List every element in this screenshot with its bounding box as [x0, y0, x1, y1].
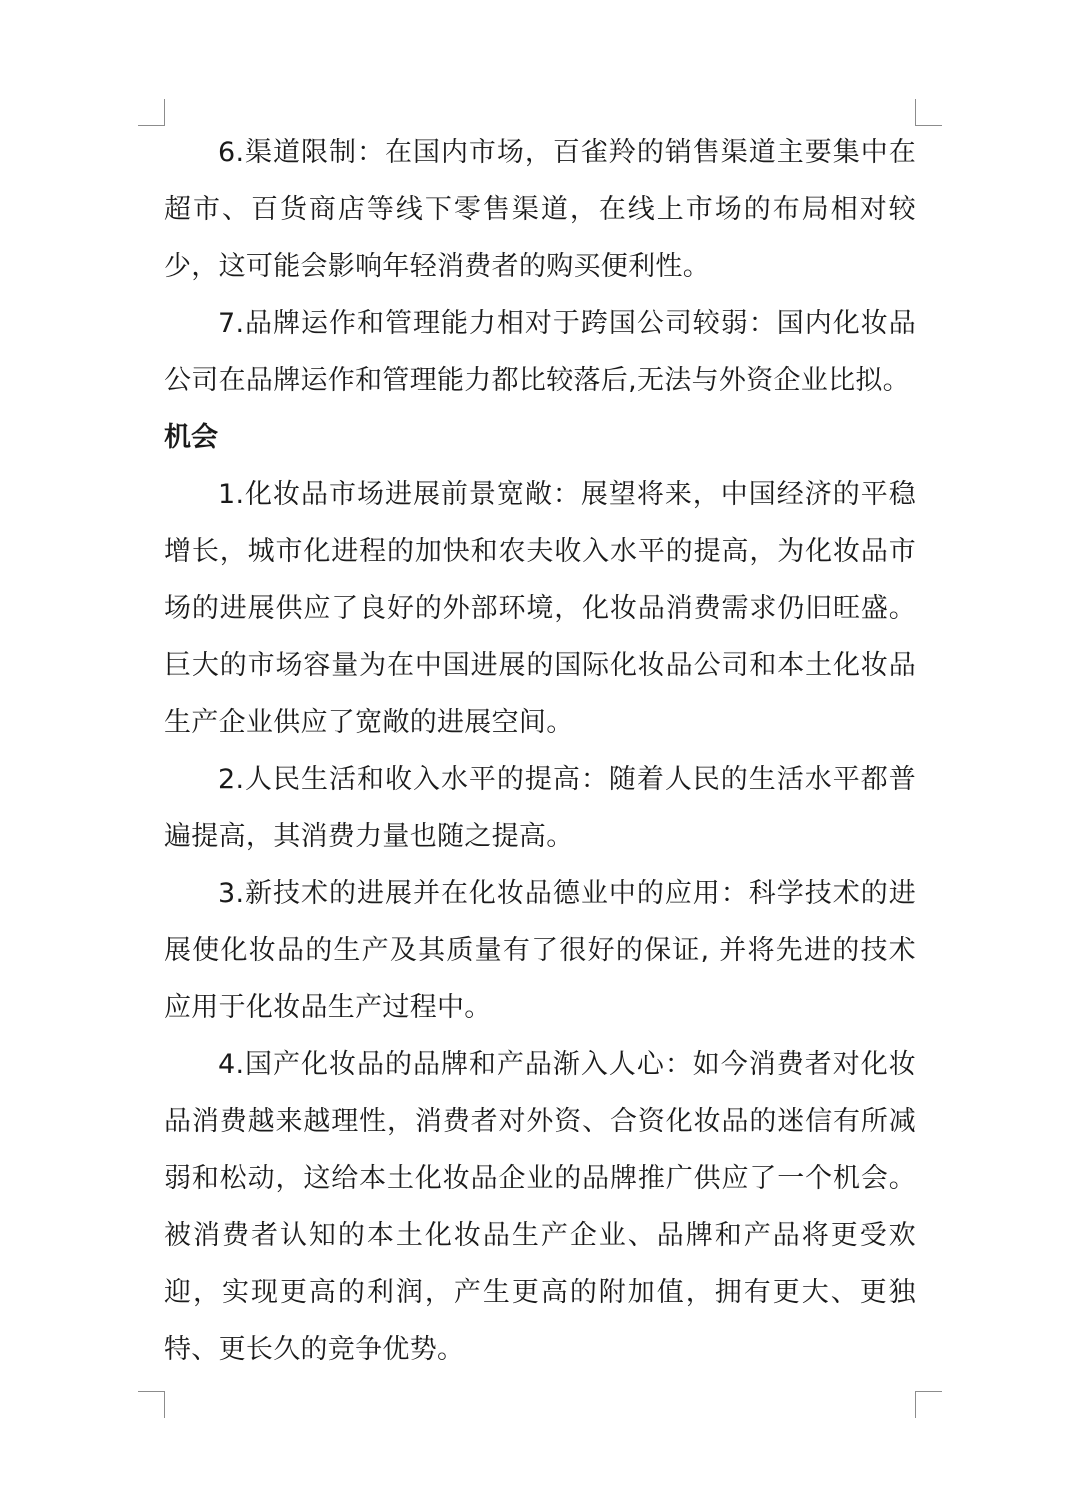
paragraph-income-growth: 2.人民生活和收入水平的提高：随着人民的生活水平都普遍提高，其消费力量也随之提高。	[164, 764, 916, 852]
paragraph-channel-limits: 6.渠道限制：在国内市场，百雀羚的销售渠道主要集中在超市、百货商店等线下零售渠道，在线上市场的布局相对较少，这可能会影响年轻消费者的购买便利性。	[164, 137, 916, 282]
paragraph-market-prospects: 1.化妆品市场进展前景宽敞：展望将来，中国经济的平稳增长，城市化进程的加快和农夫收入水平的提高，为化妆品市场的进展供应了良好的外部环境，化妆品消费需求仍旧旺盛。巨大的市场容量为在中国进展的国际化妆品公司和本土化妆品生产企业供应了宽敞的进展空间。	[164, 479, 916, 738]
paragraph-domestic-brands: 4.国产化妆品的品牌和产品渐入人心：如今消费者对化妆品消费越来越理性，消费者对外资、合资化妆品的迷信有所减弱和松动，这给本土化妆品企业的品牌推广供应了一个机会。被消费者认知的本土化妆品生产企业、品牌和产品将更受欢迎，实现更高的利润，产生更高的附加值，拥有更大、更独特、更长久的竞争优势。	[164, 1049, 916, 1365]
page-corner-mark-bottom-left	[138, 1391, 165, 1418]
page-body	[164, 124, 916, 1378]
paragraph-new-technology: 3.新技术的进展并在化妆品德业中的应用：科学技术的进展使化妆品的生产及其质量有了很好的保证, 并将先进的技术应用于化妆品生产过程中。	[164, 878, 916, 1023]
page-corner-mark-top-right	[915, 99, 942, 126]
section-heading-opportunities: 机会	[164, 422, 218, 453]
page-corner-mark-bottom-right	[915, 1391, 942, 1418]
page-corner-mark-top-left	[138, 99, 165, 126]
paragraph-brand-management: 7.品牌运作和管理能力相对于跨国公司较弱：国内化妆品公司在品牌运作和管理能力都比较落后,无法与外资企业比拟。	[164, 308, 916, 396]
